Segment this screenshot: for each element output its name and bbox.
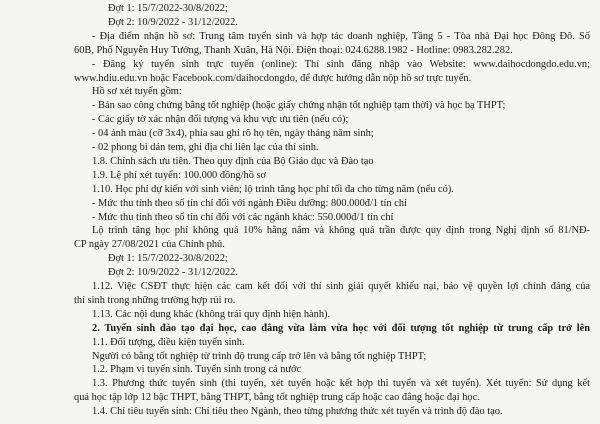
text-line: 1.8. Chính sách ưu tiên. Theo quy định của Bộ Giáo dục và Đào tạo (92, 155, 374, 167)
text-line: Đợt 1: 15/7/2022-30/8/2022; (108, 3, 228, 14)
text-line: 1.13. Các nội dung khác (không trái quy định hiện hành). (92, 308, 331, 320)
text-line: Hồ sơ xét tuyển gồm: (92, 86, 182, 98)
text-line: Người có bằng tốt nghiệp từ trình độ trung cấp trở lên và bằng tốt nghiệp THPT; (92, 350, 427, 362)
text-line: Đợt 2: 10/9/2022 - 31/12/2022. (108, 267, 238, 279)
text-line: 2. Tuyển sinh đào tạo đại học, cao đẳng vừa làm vừa học với đối tượng tốt nghiệp từ trung cấp trở lên (92, 322, 590, 334)
text-line: - Mức thu tính theo số tín chỉ đối với các ngành khác: 550.000đ/1 tín chỉ (92, 211, 394, 223)
text-line: 1.12. Việc CSĐT thực hiện các cam kết đối với thí sinh giải quyết khiếu nại, bảo vệ quyền lợi chính đáng của (92, 281, 590, 292)
text-line: 1.10. Học phí dự kiến với sinh viên; lộ trình tăng học phí tối đa cho từng năm (nếu có). (92, 183, 454, 195)
text-line: 1.4. Chỉ tiêu tuyển sinh: Chỉ tiêu theo Ngành, theo từng phương thức xét tuyển và trình độ đào tạo. (92, 406, 503, 418)
text-line: Đợt 2: 10/9/2022 - 31/12/2022. (108, 16, 238, 28)
text-line: thí sinh trong những trường hợp rủi ro. (74, 294, 236, 306)
text-line: Đợt 1: 15/7/2022-30/8/2022; (108, 253, 228, 265)
text-line: 1.3. Phương thức tuyển sinh (thi tuyển, xét tuyển hoặc kết hợp thi tuyển và xét tuyển). Xét tuyển: Sử dụng kết (92, 378, 590, 390)
text-line: 1.1. Đối tượng, điều kiện tuyển sinh. (92, 336, 245, 348)
text-line: 60B, Phố Nguyễn Huy Tưởng, Thanh Xuân, Hà Nội. Điện thoại: 024.6288.1982 - Hotline: 0983.282.282. (74, 44, 513, 56)
text-line: Lộ trình tăng học phí không quá 10% hằng năm và không quá trần được quy định trong Nghị định số 81/NĐ- (92, 225, 590, 237)
text-line: www.hdiu.edu.vn hoặc Facebook.com/daihocdongdo, để được hướng dẫn nộp hồ sơ trực tuyến. (74, 72, 472, 84)
text-line: - 04 ảnh màu (cỡ 3x4), phía sau ghi rõ họ tên, ngày tháng năm sinh; (92, 128, 374, 140)
text-line: 1.9. Lệ phí xét tuyển: 100.000 đồng/hồ sơ (92, 169, 267, 181)
text-line: quả học tập lớp 12 bậc THPT, bằng THPT, bằng tốt nghiệp trung cấp hoặc cao đẳng hoặc đại học. (74, 392, 480, 404)
text-line: - Đăng ký tuyển sinh trực tuyến (online): Thí sinh đăng nhập vào Website: www.daihocdongdo.edu.vn; (92, 58, 590, 70)
text-line: - Mức thu tính theo số tín chỉ đối với ngành Điều dưỡng: 800.000đ/1 tín chỉ (92, 197, 407, 209)
text-line: - 02 phong bì dán tem, ghi địa chỉ liên lạc của thí sinh. (92, 142, 319, 153)
text-line: - Các giấy tờ xác nhận đối tượng và khu vực ưu tiên (nếu có); (92, 114, 349, 126)
text-line: - Địa điểm nhận hồ sơ: Trung tâm tuyển sinh và hợp tác doanh nghiệp, Tầng 5 - Tòa nhà Đại học Đông Đô. Số (92, 30, 590, 42)
text-line: 1.2. Phạm vi tuyển sinh. Tuyển sinh trong cả nước (92, 364, 302, 376)
text-line: - Bản sao công chứng bằng tốt nghiệp (hoặc giấy chứng nhận tốt nghiệp tạm thời) và học bạ THPT; (92, 100, 506, 112)
text-line: CP ngày 27/08/2021 của Chính phủ. (74, 239, 225, 251)
